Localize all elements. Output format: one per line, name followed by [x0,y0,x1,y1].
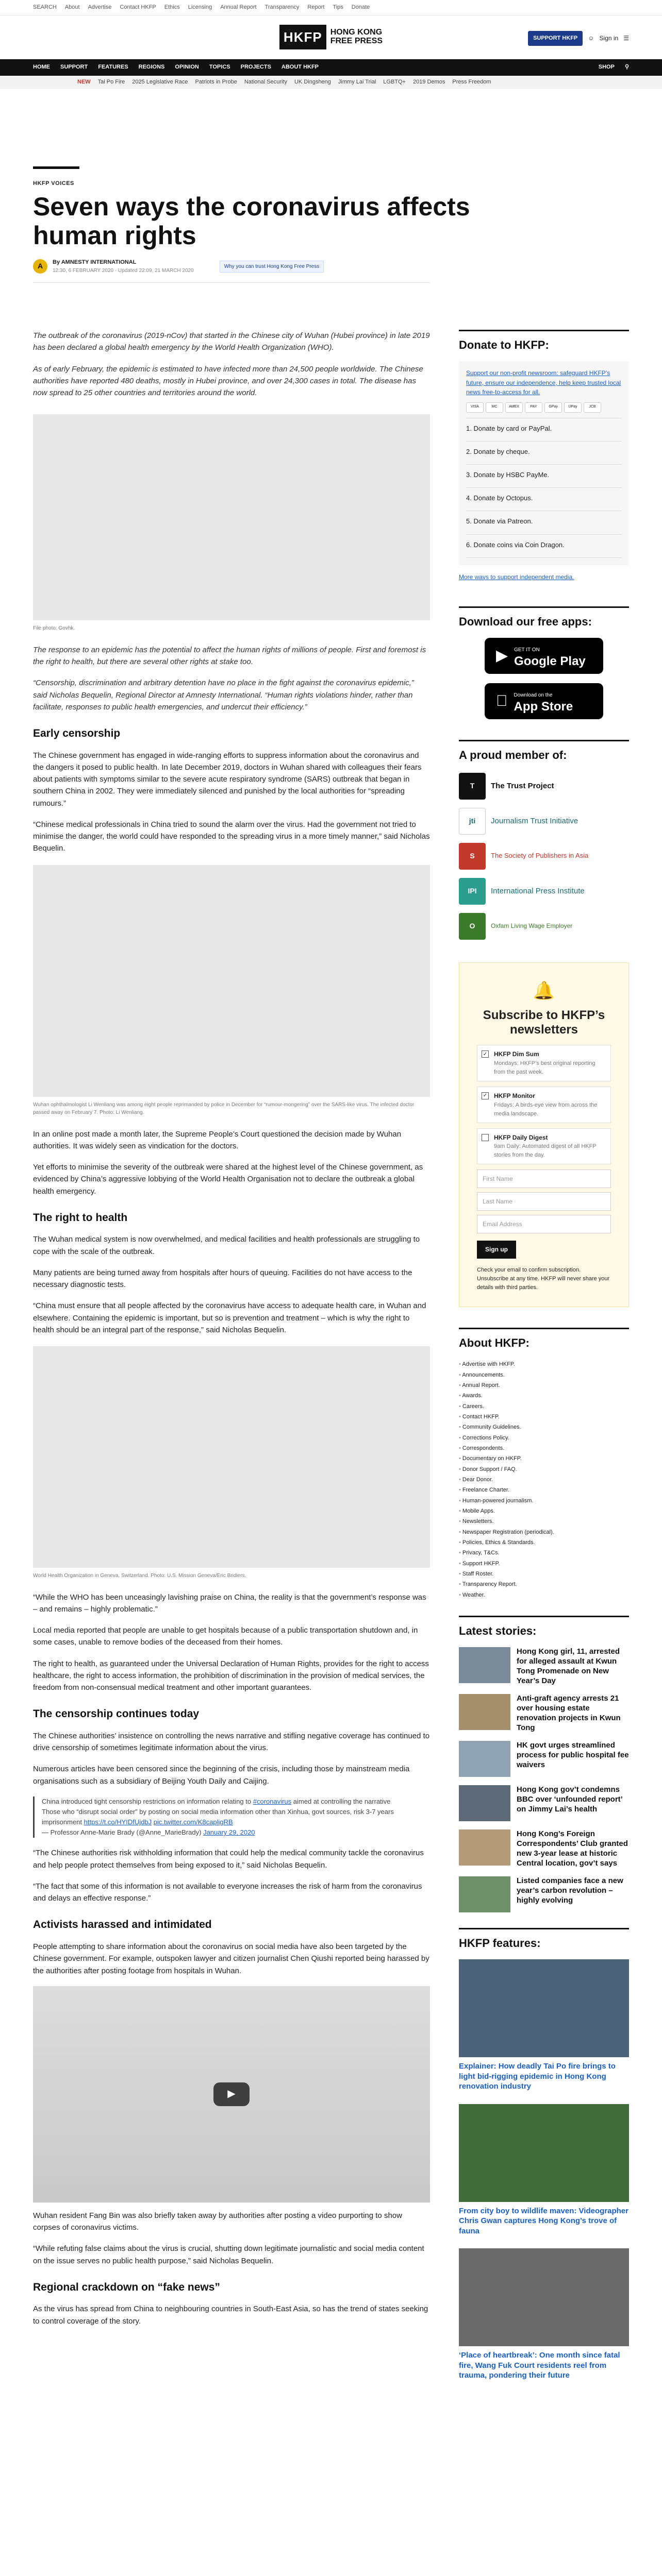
search-icon[interactable]: ⚲ [624,64,629,71]
section-heading: Early censorship [33,727,121,739]
about-heading: About HKFP: [459,1328,629,1352]
checkbox[interactable] [482,1134,489,1141]
logo-text [330,28,383,46]
trending-bar [0,76,662,89]
latest-story[interactable] [459,1694,629,1733]
paragraph: Yet efforts to minimise the severity of the outbreak were shared at the highest level of the Chinese government, as evidenced by China’s aggressive lobbying of the World Health Organisation not to declare the outbreak a global health emergency. [33,1163,423,1196]
newsletter-title: Subscribe to HKFP’s newsletters [483,1008,605,1037]
story-thumbnail [459,1741,510,1777]
paragraph: “Censorship, discrimination and arbitrary detention have no place in the fight against the coronavirus epidemic,” said Nicholas Bequelin, Regional Director at Amnesty International. “Human rights violations hinder, rather than facilitate, responses to public health emergencies, and undercut their efficiency.” [33,679,414,711]
tweet-pic-link[interactable]: pic.twitter.com/K8capligRB [153,1818,233,1826]
transparency-link[interactable]: Transparency [264,4,300,10]
last-name-input[interactable]: Last Name [477,1192,611,1211]
trending-new-badge: NEW [77,79,91,86]
author-avatar: A [33,259,47,274]
header-actions [528,31,629,46]
site-logo[interactable] [279,25,383,49]
gplay-big: Google Play [514,654,586,669]
top-utility-bar [0,0,662,15]
paragraph: People attempting to share information about the coronavirus on social media have also been targeted by the Chinese government. For example, outspoken lawyer and citizen journalist Chen Qiushi reported being harassed by the authorities after posting footage from hospitals in Wuhan. [33,1942,429,1975]
story-thumbnail [459,1785,510,1821]
author-name[interactable]: By AMNESTY INTERNATIONAL [53,259,137,266]
about-link[interactable]: • Advertise with HKFP. [459,1359,629,1369]
trending-item[interactable]: LGBTQ+ [383,79,406,86]
paragraph: Numerous articles have been censored since the beginning of the crisis, including those by mainstream media organisations such as a subsidiary of Beijing Youth Daily and Caijing. [33,1765,410,1786]
member-label: The Society of Publishers in Asia [491,852,589,860]
doctor-photo [33,865,430,1097]
member-label: Journalism Trust Initiative [491,816,578,825]
logo-line-1: HONG KONG [330,28,383,37]
who-photo [33,1346,430,1568]
member-heading: A proud member of: [459,740,629,764]
about-link[interactable]: • Freelance Charter. [459,1485,629,1495]
section-heading: The censorship continues today [33,1708,200,1720]
photo-caption: Wuhan ophthalmologist Li Wenliang was among eight people reprimanded by police in December for “rumour-mongering” over the SARS-like virus. The infected doctor passed away on February 7. Photo: Li Wenliang. [33,1101,415,1116]
story-title[interactable]: Hong Kong’s Foreign Correspondents’ Club granted new 3-year lease at historic Central location, gov’t says [517,1829,628,1868]
nav-features[interactable]: FEATURES [98,64,128,71]
signup-button[interactable]: Sign up [477,1241,516,1259]
about-link[interactable]: • Transparency Report. [459,1579,629,1589]
divider [33,282,430,283]
intro-paragraph: The outbreak of the coronavirus (2019-nCov) that started in the Chinese city of Wuhan (Hubei province) in late 2019 has been declared a global health emergency by the World Health Organization (WHO). [33,331,430,352]
latest-heading: Latest stories: [459,1616,629,1640]
apple-icon [496,689,508,714]
email-input[interactable]: Email Address [477,1215,611,1233]
contact-link[interactable]: Contact HKFP [120,4,156,10]
nav-shop[interactable]: SHOP [598,64,615,71]
member-oxfam[interactable] [459,913,629,940]
paragraph: “While the WHO has been unceasingly lavishing praise on China, the reality is that the government’s response was – and remains – highly problematic.” [33,1592,426,1614]
about-link[interactable]: • Annual Report. [459,1380,629,1391]
donate-link[interactable]: Donate [351,4,370,10]
member-label: The Trust Project [491,781,554,790]
trending-item[interactable]: Jimmy Lai Trial [338,79,376,86]
latest-story[interactable] [459,1829,629,1868]
donate-text-link[interactable]: Support our non-profit newsroom: safeguard HKFP’s future, ensure our independence, help keep trusted local news free-to-access for all. [466,369,621,396]
tweet-text: China introduced tight censorship restrictions on information relating to [42,1797,252,1805]
amex-icon: AMEX [505,402,523,413]
article-header [0,166,662,283]
photo-caption: File photo: Govhk. [33,625,75,632]
member-jti[interactable] [459,808,629,835]
newsletter-option[interactable] [477,1045,611,1081]
tweet-date[interactable]: January 29, 2020 [203,1828,255,1837]
latest-story[interactable] [459,1876,629,1912]
feature-card[interactable] [459,2248,629,2381]
newsletter-desc: Mondays: HKFP’s best original reporting from the past week. [494,1060,595,1076]
section-heading: Activists harassed and intimidated [33,1919,212,1931]
title-rule [33,166,79,169]
trending-item[interactable]: Patriots in Probe [195,79,237,86]
nav-opinion[interactable]: OPINION [175,64,199,71]
about-link[interactable]: • Mobile Apps. [459,1506,629,1516]
tips-link[interactable]: Tips [333,4,343,10]
mastercard-icon: MC [486,402,503,413]
about-link[interactable]: • Staff Roster. [459,1569,629,1579]
feature-image [459,2248,629,2346]
feature-card[interactable] [459,2104,629,2236]
nav-support[interactable]: SUPPORT [60,64,88,71]
newsletter-note: Check your email to confirm subscription. Unsubscribe at any time. HKFP will never share your details with third parties. [477,1267,610,1291]
photo-caption: World Health Organization in Geneva, Switzerland. Photo: U.S. Mission Geneva/Eric Bridiers. [33,1573,246,1579]
section-heading: Regional crackdown on “fake news” [33,2281,220,2293]
story-thumbnail [459,1876,510,1912]
app-store-button[interactable] [485,683,603,719]
about-link[interactable]: • Support HKFP. [459,1558,629,1569]
publish-date: 12:30, 6 FEBRUARY 2020 · Updated 22:09, 21 MARCH 2020 [53,268,194,274]
story-thumbnail [459,1694,510,1730]
newsletter-desc: 9am Daily: Automated digest of all HKFP stories from the day. [494,1143,597,1159]
signin-link[interactable]: Sign in [599,35,619,42]
section-heading: The right to health [33,1211,128,1224]
paragraph: As the virus has spread from China to neighbouring countries in South-East Asia, so has the trend of states seeking to control coverage of the story. [33,2304,428,2326]
tweet-author: — Professor Anne-Marie Brady (@Anne_MarieBrady) [42,1828,202,1837]
paragraph: The response to an epidemic has the potential to affect the human rights of millions of people. First and foremost is the right to health, but there are several other rights at stake too. [33,645,426,666]
about-link[interactable]: • Privacy, T&Cs. [459,1548,629,1558]
payment-cards [466,402,622,413]
nav-projects[interactable]: PROJECTS [240,64,271,71]
paragraph: Wuhan resident Fang Bin was also briefly taken away by authorities after posting a video purporting to show corpses of coronavirus victims. [33,2211,402,2232]
trending-item[interactable]: 2025 Legislative Race [132,79,188,86]
sopa-icon: S [459,843,486,870]
about-link[interactable]: • Documentary on HKFP. [459,1453,629,1464]
story-title[interactable]: Hong Kong gov’t condemns BBC over ‘unfounded report’ on Jimmy Lai’s health [517,1785,623,1814]
paragraph: “While refuting false claims about the virus is crucial, shutting down legitimate journalistic and social media content on the issue serves no public health purpose,” said Nicholas Bequelin. [33,2244,424,2265]
about-link[interactable]: • Contact HKFP. [459,1412,629,1422]
more-ways-link[interactable]: More ways to support independent media. [459,573,574,581]
donate-option[interactable]: 6. Donate coins via Coin Dragon. [466,535,622,558]
google-play-icon: ▶ [496,647,508,665]
jcb-icon: JCB [584,402,601,413]
about-link[interactable]: • Donor Support / FAQ. [459,1464,629,1475]
apple-big: App Store [502,700,561,714]
tweet-text: aimed at controlling the narrative [293,1797,391,1805]
gpay-icon: GPay [544,402,562,413]
newsletter-name: HKFP Dim Sum [494,1050,539,1058]
about-link[interactable]: • Awards. [459,1391,629,1401]
story-title[interactable]: Anti-graft agency arrests 21 over housing estate renovation projects in Kwun Tong [517,1694,621,1732]
tweet-hashtag[interactable]: #coronavirus [253,1797,292,1805]
paragraph: Local media reported that people are unable to get hospitals because of a public transportation shutdown and, in some cases, unable to remove bodies of the deceased from their homes. [33,1626,418,1647]
paragraph: “China must ensure that all people affected by the coronavirus have access to adequate health care, in Wuhan and elsewhere. Containing the epidemic is important, but so is prevention and treatment – which is why the right to health should be an integral part of the response,” said Nicholas Bequelin. [33,1301,426,1334]
tweet-link[interactable]: https://t.co/HYIDfUjdbJ [84,1818,152,1826]
paragraph: Many patients are being turned away from hospitals after hours of queuing. Facilities do not have access to the necessary diagnostic tests. [33,1268,412,1290]
intro-paragraph: As of early February, the epidemic is estimated to have infected more than 24,500 people worldwide. The Chinese authorities have reported 480 deaths, mostly in Hubei province, and over 24,300 cases in total. The disease has now spread to 25 other countries and territories around the world. [33,364,423,397]
features-heading: HKFP features: [459,1928,629,1952]
byline [33,258,629,275]
newsletter-option[interactable] [477,1087,611,1123]
sidebar [459,330,629,2393]
checkbox[interactable]: ✓ [482,1050,489,1058]
embedded-tweet [33,1797,430,1838]
member-sopa[interactable] [459,843,629,870]
tweet-text: Those who “disrupt social order” by posting on social media information other than Xinhua, govt sources, risk 3-7 years imprisonment [42,1808,394,1826]
newsletter-name: HKFP Daily Digest [494,1133,548,1141]
nav-regions[interactable]: REGIONS [138,64,165,71]
article-body [33,330,430,2336]
trending-item[interactable]: National Security [244,79,287,86]
search-link[interactable]: SEARCH [33,4,57,10]
paypal-icon: PAY [525,402,542,413]
menu-icon[interactable]: ☰ [623,35,629,42]
feature-image [459,1959,629,2057]
paragraph: The Wuhan medical system is now overwhelmed, and medical facilities and health professionals are struggling to cope with the scale of the outbreak. [33,1235,420,1256]
apple-small: Download on the [502,692,541,699]
logo-line-2: FREE PRESS [330,36,383,45]
trending-item[interactable]: Press Freedom [452,79,491,86]
about-link[interactable]: • Policies, Ethics & Standards. [459,1537,629,1548]
story-title[interactable]: HK govt urges streamlined process for public hospital fee waivers [517,1741,629,1769]
about-link[interactable]: • Newsletters. [459,1516,629,1527]
paragraph: The Chinese authorities’ insistence on controlling the news narrative and stifling negative coverage has continued to drive censorship of sometimes legitimate information about the virus. [33,1731,430,1753]
donate-options [466,418,622,558]
jti-icon: jti [459,808,486,835]
story-thumbnail [459,1647,510,1683]
donate-option[interactable]: 5. Donate via Patreon. [466,511,622,534]
about-link[interactable]: About [64,4,80,10]
feature-card[interactable] [459,1959,629,2092]
unionpay-icon: UPay [564,402,582,413]
nav-topics[interactable]: TOPICS [209,64,230,71]
article-kicker[interactable]: HKFP VOICES [33,180,74,187]
first-name-input[interactable]: First Name [477,1170,611,1188]
newsletter-box [459,962,629,1308]
member-ipi[interactable] [459,878,629,905]
donate-box [459,361,629,565]
story-thumbnail [459,1829,510,1866]
logo-box: HKFP [279,25,326,49]
ipi-icon: IPI [459,878,486,905]
feature-image [459,2104,629,2202]
nav-home[interactable]: HOME [33,64,50,71]
donate-option[interactable]: 3. Donate by HSBC PayMe. [466,465,622,488]
play-icon[interactable]: ▶ [213,2082,250,2106]
trust-link[interactable]: Why you can trust Hong Kong Free Press [220,261,324,273]
about-link[interactable]: • Correspondents. [459,1443,629,1453]
article-title: Seven ways the coronavirus affects human rights [33,192,470,250]
about-link[interactable]: • Human-powered journalism. [459,1496,629,1506]
story-title[interactable]: Listed companies face a new year’s carbon revolution – highly evolving [517,1876,623,1905]
paragraph: “Chinese medical professionals in China tried to sound the alarm over the virus. Had the government not tried to minimise the danger, the world could have responded to the spreading virus in a more timely manner,” said Nicholas Bequelin. [33,820,430,853]
donate-option[interactable]: 4. Donate by Octopus. [466,488,622,511]
visa-icon: VISA [466,402,484,413]
trending-item[interactable]: UK Dingsheng [294,79,331,86]
oxfam-icon: O [459,913,486,940]
about-link[interactable]: • Newspaper Registration (periodical). [459,1527,629,1537]
member-trust-project[interactable] [459,773,629,800]
site-header [0,15,662,59]
trending-item[interactable]: 2019 Demos [412,79,445,86]
latest-story[interactable] [459,1741,629,1777]
lead-photo [33,414,430,620]
story-title[interactable]: Hong Kong girl, 11, arrested for alleged assault at Kwun Tong Promenade on New Year’s Day [517,1647,620,1685]
nav-about[interactable]: ABOUT HKFP [281,64,319,71]
about-link[interactable]: • Weather. [459,1590,629,1600]
apps-heading: Download our free apps: [459,606,629,631]
bell-icon: 🔔 [533,980,555,1001]
newsletter-option[interactable] [477,1128,611,1165]
video-embed[interactable] [33,1986,430,2202]
member-label: International Press Institute [491,886,585,895]
newsletter-name: HKFP Monitor [494,1092,535,1100]
latest-story[interactable] [459,1785,629,1821]
trending-item[interactable]: Tai Po Fire [97,79,125,86]
paragraph: The right to health, as guaranteed under the Universal Declaration of Human Rights, provides for the right to access healthcare, the right to access information, the prohibition of discrimination in the provision of medical services, the freedom from non-consensual medical treatment and other important guarantees. [33,1659,429,1692]
paragraph: “The fact that some of this information is not available to everyone increases the risk of harm from the coronavirus and delays an effective response.” [33,1882,422,1903]
latest-story[interactable] [459,1647,629,1686]
advertise-link[interactable]: Advertise [88,4,112,10]
newsletter-desc: Fridays: A birds-eye view from across the media landscape. [494,1101,598,1117]
licensing-link[interactable]: Licensing [188,4,212,10]
checkbox[interactable]: ✓ [482,1092,489,1099]
paragraph: In an online post made a month later, the Supreme People’s Court questioned the decision made by Wuhan authorities. It was widely seen as vindication for the doctors. [33,1129,402,1150]
report-link[interactable]: Report [307,4,325,10]
about-list [459,1359,629,1600]
member-label: Oxfam Living Wage Employer [491,922,573,930]
about-link[interactable]: • Community Guidelines. [459,1422,629,1432]
about-link[interactable]: • Corrections Policy. [459,1433,629,1443]
trust-project-icon: T [459,773,486,800]
gplay-small: GET IT ON [514,647,540,653]
about-link[interactable]: • Careers. [459,1401,629,1412]
feature-title[interactable]: From city boy to wildlife maven: Videographer Chris Gwan captures Hong Kong’s trove of fauna [459,2206,628,2235]
ethics-link[interactable]: Ethics [164,4,180,10]
paragraph: “The Chinese authorities risk withholding information that could help the medical community tackle the coronavirus and help people protect themselves from being exposed to it,” said Nicholas Bequelin. [33,1849,424,1870]
donate-option[interactable]: 2. Donate by cheque. [466,442,622,465]
about-link[interactable]: • Dear Donor. [459,1475,629,1485]
main-nav [0,59,662,76]
user-icon[interactable]: ☺ [588,35,594,42]
google-play-button[interactable] [485,638,603,674]
feature-title[interactable]: Explainer: How deadly Tai Po fire brings to light bid-rigging epidemic in Hong Kong renovation industry [459,2062,616,2091]
support-hkfp-button[interactable]: SUPPORT HKFP [528,31,583,46]
donate-option[interactable]: 1. Donate by card or PayPal. [466,418,622,442]
annual-report-link[interactable]: Annual Report [220,4,257,10]
feature-title[interactable]: ‘Place of heartbreak’: One month since fatal fire, Wang Fuk Court residents reel from trauma, pondering their future [459,2351,620,2380]
about-link[interactable]: • Announcements. [459,1370,629,1380]
paragraph: The Chinese government has engaged in wide-ranging efforts to suppress information about the coronavirus and the dangers it posed to public health. In late December 2019, doctors in Wuhan shared with colleagues their fears about patients with symptoms similar to the severe acute respiratory syndrome (SARS) outbreak that began in southern China in 2002. They were immediately silenced and punished by the local authorities for “spreading rumours.” [33,751,422,808]
donate-heading: Donate to HKFP: [459,330,629,354]
